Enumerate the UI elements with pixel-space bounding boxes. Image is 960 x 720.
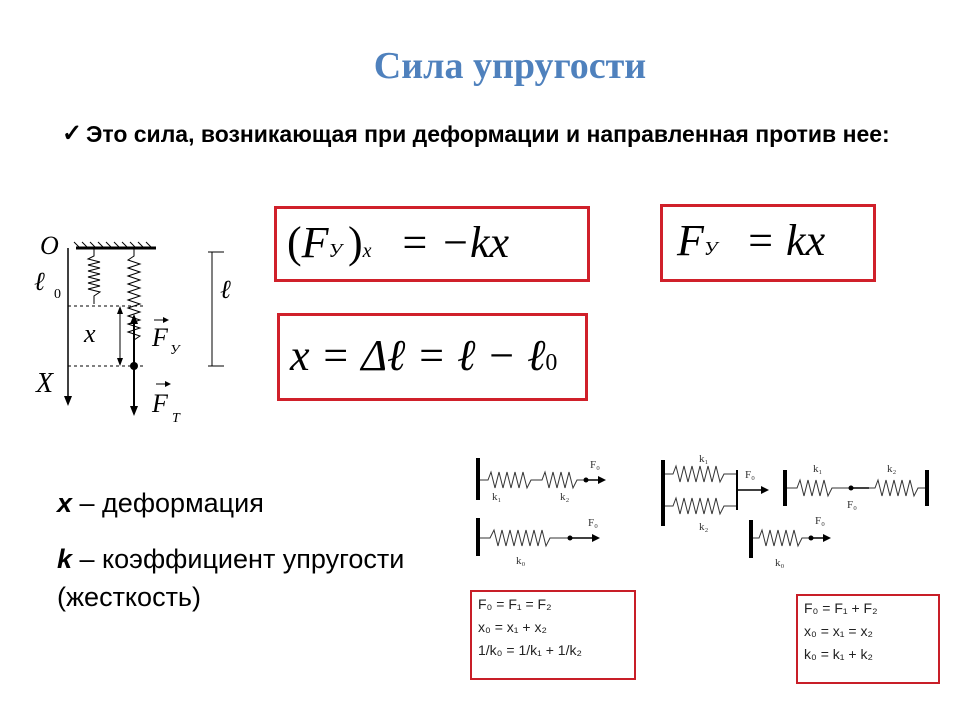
svg-text:F₀: F₀ bbox=[815, 515, 825, 527]
svg-text:k₁: k₁ bbox=[699, 453, 709, 465]
definition-x: x – деформация bbox=[57, 488, 264, 518]
svg-text:F₀: F₀ bbox=[847, 499, 857, 511]
svg-text:k₀: k₀ bbox=[516, 555, 526, 567]
series-springs-diagram bbox=[470, 452, 630, 576]
bullet-text: Это сила, возникающая при деформации и направленная против нее: bbox=[86, 121, 890, 147]
svg-text:k₁: k₁ bbox=[492, 491, 502, 503]
axis-x-label: X bbox=[36, 368, 54, 399]
symbol-k: k bbox=[57, 544, 73, 574]
formula-magnitude: FУ = kx bbox=[660, 204, 876, 282]
svg-text:k₂: k₂ bbox=[699, 521, 709, 533]
formula-deformation: x = Δℓ = ℓ − ℓ0 bbox=[277, 313, 588, 401]
l0-label: ℓ bbox=[34, 267, 45, 296]
svg-text:F₀: F₀ bbox=[590, 459, 600, 471]
svg-text:F₀: F₀ bbox=[745, 469, 755, 481]
svg-text:k₁: k₁ bbox=[813, 463, 823, 475]
spring-diagram bbox=[28, 226, 250, 432]
fy-sub: У bbox=[170, 343, 180, 358]
parallel-formula-box: F₀ = F₁ + F₂ x₀ = x₁ = x₂ k₀ = k₁ + k₂ bbox=[796, 594, 940, 684]
parallel-springs-diagram bbox=[655, 450, 945, 580]
slide-title: Сила упругости bbox=[373, 45, 647, 87]
definition-k: k – коэффициент упругости (жесткость) bbox=[57, 544, 405, 612]
svg-text:F₀: F₀ bbox=[588, 517, 598, 529]
f-symbol: F bbox=[301, 218, 329, 267]
symbol-x: x bbox=[57, 488, 73, 518]
series-formula-box: F₀ = F₁ = F₂ x₀ = x₁ + x₂ 1/k₀ = 1/k₁ + 1/k₂ bbox=[470, 590, 636, 680]
x-label: x bbox=[84, 319, 96, 348]
svg-text:k₂: k₂ bbox=[560, 491, 570, 503]
formula-projection: (FУ )x = −kx bbox=[274, 206, 590, 282]
ft-label: F bbox=[152, 389, 168, 418]
origin-label: O bbox=[40, 231, 59, 260]
ft-sub: Т bbox=[172, 411, 180, 426]
check-icon: ✓ bbox=[62, 120, 83, 147]
l-label: ℓ bbox=[220, 275, 231, 304]
fy-label: F bbox=[152, 323, 168, 352]
svg-text:k₂: k₂ bbox=[887, 463, 897, 475]
definition-bullet bbox=[62, 118, 932, 150]
l0-sub: 0 bbox=[54, 287, 61, 302]
svg-text:k₀: k₀ bbox=[775, 557, 785, 569]
